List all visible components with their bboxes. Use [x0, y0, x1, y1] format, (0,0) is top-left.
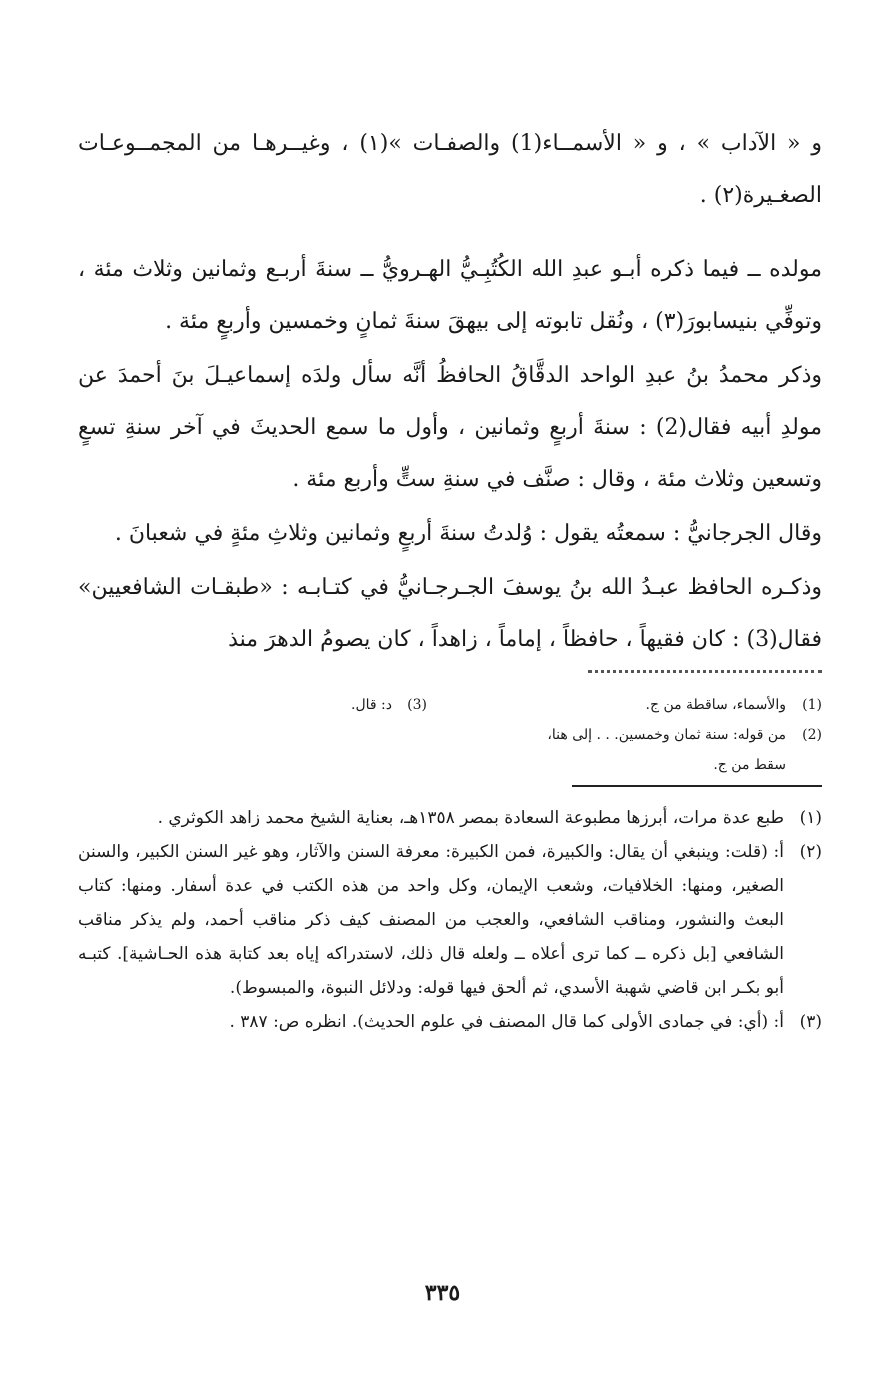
body-paragraph: مولده ــ فيما ذكره أبـو عبدِ الله الكُتُبِـيُّ الهـرويُّ ــ سنةَ أربـع وثمانين وثلاث مئة ، وتوفِّي بنيسابورَ(٣) ، ونُقل تابوته إلى بيهقَ سنةَ ثمانٍ وخمسين وأربعٍ مئة . [78, 257, 822, 334]
footnote [78, 801, 822, 835]
inner-note-number: (1) [802, 697, 822, 713]
footnote-text: أ: (قلت: وينبغي أن يقال: والكبيرة، فمن الكبيرة: معرفة السنن والآثار، وهو غير السنن الكبير، والسنن الصغير، ومنها: الخلافيات، وشعب الإيمان، وكل واحد من هذه الكتب في عدة أسفار. ومنها: كتاب البعث والنشور، ومناقب الشافعي، والعجب من المصنف كيف ذكر مناقب أحمد، ولم يذكر مناقب الشافعي [بل ذكره ــ كما ترى أعلاه ــ ولعله قال ذلك، لاستدراكه إياه بعد كتابة هذه الحـاشية]. كتبـه أبو بكـر ابن قاضي شهبة الأسدي، ثم ألحق فيها قوله: ودلائل النبوة، والمبسوط). [78, 842, 784, 998]
footnote-number: (١) [799, 808, 822, 828]
footnote-rule [572, 785, 822, 787]
inner-note-text: والأسماء، ساقطة من ج. [645, 697, 786, 713]
footnote-text: أ: (أي: في جمادى الأولى كما قال المصنف في علوم الحديث). انظره ص: ٣٨٧ . [229, 1012, 784, 1032]
footnote-text: طبع عدة مرات، أبرزها مطبوعة السعادة بمصر ١٣٥٨هـ، بعناية الشيخ محمد زاهد الكوثري . [157, 808, 784, 828]
page-number: ٣٣٥ [424, 1280, 461, 1306]
body-paragraph: وقال الجرجانيُّ : سمعتُه يقول : وُلدتُ سنةَ أربعٍ وثمانين وثلاثِ مئةٍ في شعبانَ . [114, 521, 822, 546]
manuscript-notes [78, 691, 822, 781]
body-paragraph: وذكر محمدُ بنُ عبدِ الواحد الدقَّاقُ الحافظُ أنَّه سأل ولدَه إسماعيـلَ بنَ أحمدَ عن مولدِ أبيه فقال(2) : سنةَ أربعٍ وثمانين ، وأول ما سمع الحديثَ في آخر سنةِ تسعٍ وتسعين وثلاث مئة ، وقال : صنَّف في سنةِ ستٍّ وأربع مئة . [78, 363, 822, 492]
footnote-number: (٣) [799, 1012, 822, 1032]
inner-note-number: (3) [407, 697, 427, 713]
dotted-separator [588, 670, 822, 685]
footnote-number: (٢) [799, 842, 822, 862]
body-paragraph: وذكـره الحافظ عبـدُ الله بنُ يوسفَ الجـرجـانيُّ في كتـابـه : «طبقـات الشافعيين» فقال(3) : كان فقيهاً ، حافظاً ، إماماً ، زاهداً ، كان يصومُ الدهرَ منذ [78, 575, 822, 652]
inner-note-text: من قوله: سنة ثمان وخمسين. . . إلى هنا، [547, 727, 786, 743]
page-content [78, 118, 822, 1039]
footnote [78, 1005, 822, 1039]
inner-note-number: (2) [802, 727, 822, 743]
footnotes [78, 801, 822, 1039]
body-paragraph: و « الآداب » ، و « الأسمــاء(1) والصفـات »(١) ، وغيــرهـا من المجمــوعـات الصغـيرة(٢) . [78, 131, 822, 208]
footnote [78, 835, 822, 1005]
inner-note-text: سقط من ج. [713, 757, 786, 773]
inner-note-text: د: قال. [351, 697, 392, 713]
